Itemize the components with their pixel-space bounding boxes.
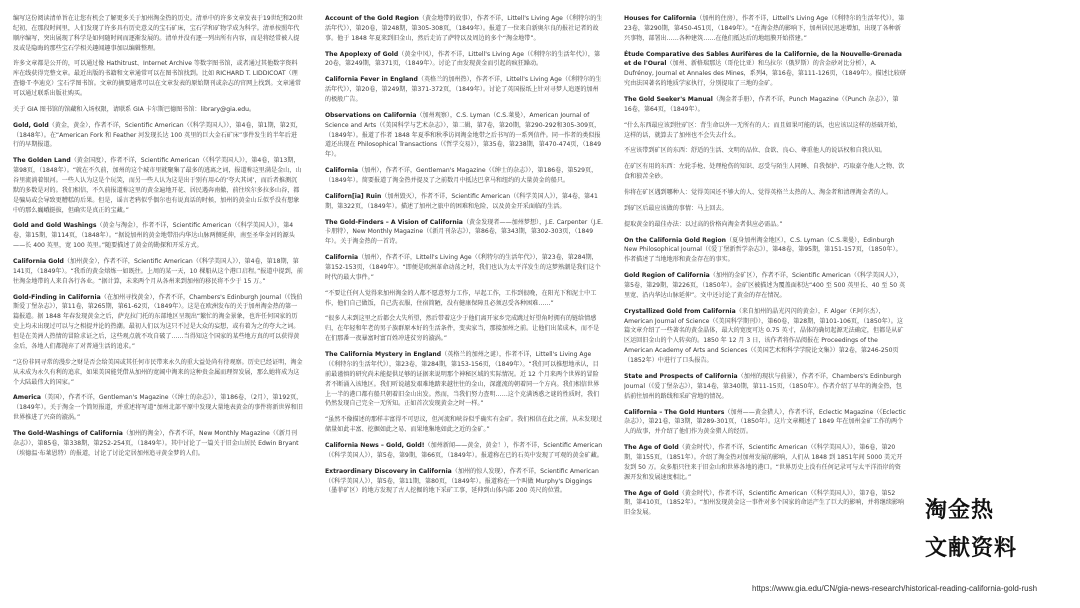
entry-title: California Gold: [13, 258, 64, 266]
reference-entry: [624, 236, 906, 266]
entry-description: （黄金中风），作者不详，Littell's Living Age（《利特尔的生活年代》），第20卷，第249期，第371页，（1849年）。讨论了由发现黄金而引起的疯狂躁动。: [325, 50, 601, 68]
body-paragraph: “什么东西最应该到往矿区：背生命以外一无所有的人；而且如果可能的话，也应该以这样的基础开始，这样的话，就算去了加州也不会失去什么。: [624, 121, 902, 139]
reference-entry: [325, 111, 603, 160]
entry-title: Houses for California: [624, 15, 697, 22]
reference-entry: [624, 50, 906, 89]
entry-description: （加州——黄金猎人），作者不详，Eclectic Magazine（《Eclectic 杂志》），第21卷，第3期，第289-301页，（1850年）。这片文章概述了 1849 年在加州金矿工作的两个人的故事，并介绍了他们作为黄金猎人的经历。: [624, 408, 906, 436]
side-title-line-1: 淘金热: [925, 497, 995, 523]
entry-description: （加州的惊人发现），作者不详，Scientific American（《科学美国人》），第5卷，第11期，第80页，（1849年）。报道称在一个叫做 Murphy's Diggings（墨菲矿区）的地方发现了古人挖掘的地下采矿工事，延伸到山体内部 200 英尺的位置。: [325, 467, 599, 495]
entry-description: （英格兰的加州之谜），作者不详，Littell's Living Age（《利特尔的生活年代》），第23卷，第284期，第153-156页，（1849年）。“我们可以推想地承认，目前最谨慎的研究尚未能提供足够的证据来说明那个神秘区域的实际情况。近 12 个月来两个世界的冒险者不断涌入该地区。我们听说越发艰难地踏来越往往的金山，深灌流的朝着同一个方向。我们相信世界上一半的港口都有船只朝着旧金山出发。然而，当我们努力查明……这个克满诱惑之谜的性质时，我们仍然发现自己完全一无所知。正如首次发现黄金之时一样。”: [325, 351, 600, 408]
entry-title: The Gold Seeker's Manual: [624, 96, 713, 104]
reference-entry: [325, 218, 603, 248]
reference-entry: [13, 156, 303, 215]
entry-title: The Apoplexy of Gold: [325, 50, 399, 58]
reference-entry: [325, 441, 603, 461]
entry-description: （加州的淘金），作者不详，New Monthly Magazine（《新月刊杂志》），第85卷，第338期，第252-254页，（1849年）。其中讨论了一篇关于旧金山居民 Edwin Bryant（埃德温·布莱恩特）的报道，讨论了讨论定居加州追寻黄金梦的人们。: [13, 429, 299, 457]
column-middle: [325, 14, 603, 604]
body-paragraph: “虽然不像描述的那样丰富得不可思议，但河流和峡谷似乎确实有金矿。我们相信在此之前，从未发现过储量如此丰富、挖掘如此之易、而果地集地如此之近的金矿。”: [325, 416, 603, 434]
entry-title: Gold, Gold: [13, 121, 49, 129]
body-paragraph: 提取黄金的最佳办法：以过高的价格向淘金者供应必需品。”: [624, 220, 783, 228]
entry-description: （加州的现状与前景），作者不详，Chambers's Edinburgh Journal（《爱丁堡杂志》），第14卷，第340期，第11-15页，（1850年）。作者介绍了早年的淘金热，包括前往加州的路线和采矿营地的情况。: [624, 372, 902, 400]
reference-entry: [624, 95, 906, 115]
side-title: [925, 491, 1017, 567]
entry-description: （黄金时代），作者不详，Scientific American（《科学美国人》），第7卷，第52期，第410页，（1852年）。“加州发现黄金这一事件对多个国家的命运产生了巨大的影响，并将继续影响旧金发展。: [624, 489, 905, 517]
entry-title: California: [325, 254, 359, 262]
entry-description: （加州），作者不详，Gentleman's Magazine（《绅士的杂志》），第186卷，第529页，（1849年）。简要报道了淘金热并提及了之前数月中抵达巴拿马和纽约的大量黄金的船只。: [325, 167, 598, 185]
entry-description: （黄金地带的故事），作者不详，Littell's Living Age（《利特尔的生活年代》），第20卷，第248期，第305-308页，（1849年）。报道了一位来自新奥尔良的报社记者的故事。他于 1848 年夏来到旧金山，然后走访了萨特以及周边的多个“淘金地带”。: [325, 15, 603, 42]
entry-title: Crystallized Gold from California: [624, 307, 736, 315]
reference-entry: [624, 443, 906, 482]
body-paragraph: “很多人未到这里之后都会大失所望，然后带着这少于他们离开家乡完成跳过好望角时拥有的链给情感归，在年轻和年老的男子族群原本好的生活条件，变卖家当，那接加州之前。让他们出菜成本，而不是在们那番一夜暴富时富百姓冲进贫穷的漩涡。”: [325, 315, 600, 343]
reference-entry: [13, 429, 303, 459]
entry-title: California Fever in England: [325, 76, 418, 84]
entry-description: （加州的住房），作者不详，Littell's Living Age（《利特尔的生活年代》），第23卷，第290期，第450-451页，（1849年）。“在淘金热的影响下，加州居民迅速增加，出现了各种新兴事物，部署出……各种建筑……在他们抵达后的地组膜开始搭建。”: [624, 15, 905, 42]
entry-title: The Golden Land: [13, 157, 71, 165]
entry-title: Gold Region of California: [624, 272, 710, 280]
body-paragraph: 编写这份阅读清单旨在让您有机会了解更多关于加州淘金热的历史。清单中的许多文章发表于19世纪和20世纪初，在那段时间里，人们发现了许多具有历史意义的宝石矿床，宝石学和矿物学成为科学。清单按照年代顺序编写，突出展现了科学是如何随时间而逐渐发展的。清单并没有逐一列出所有内容，而是将经常被人提及或是隐晦的那些宝石学相关趣闻趣事加以编辑整理。: [13, 15, 303, 52]
entry-title: On the California Gold Region: [624, 236, 726, 244]
entry-description: （黄金国度），作者不详，Scientific American（《科学美国人》），第4卷，第13期，第98页，（1848年）。“就在不久前，加州的这个城市里就聚集了最多的逃离之词，报道称这里满是金山，山谷里流淌着银河。一些人认为这是个玩笑，而另一些人认为这是出于别有用心的‘夸大其词’，而后者推测沉默的多数是对的。我们相信，不久前报道称这里的黄金遍地开花、居民遇奔南撤，前往埃尔多拉多山谷，都是骗局或会导致更糟糕的后果。但是，谣言老鸦似乎偶尔也有说真话的时候，加州的黄金山丘似乎没有想象中的那么巍峨挺拔，但确实是真正的宝藏。”: [13, 157, 302, 214]
entry-title: Observations on California: [325, 111, 417, 119]
entry-description: （淘金者手册），作者不详，Punch Magazine（《Punch 杂志》），第16卷，第64页，（1849年）。: [624, 96, 899, 113]
reference-entry: [13, 393, 303, 423]
body-paragraph: 在矿区有用的东西：左轮手枪、处理枪伤的知识、忍受与陌生人同睡、自我保护、巧取豪夺他人之物、饮食和狼苦全砂。: [624, 163, 905, 181]
reference-entry: [624, 14, 906, 44]
entry-title: Gold and Gold Washings: [13, 222, 97, 230]
entry-title: The California Mystery in England: [325, 351, 442, 359]
entry-description: （加州观察），C.S. Lyman（C.S.莱曼），American Journal of Science and Arts（《美国科学与艺术杂志》），第二辑，第7卷，第20期，第290-292和305-309页，（1849年）。报道了作者 1848 年夏季和秋季访问淘金地带之后书写的一系列信件。同一作者的类似报道还出现在 Philosophical Transactions（《哲学交易》），第35卷，第238期，第470-474页，（1849年）。: [325, 111, 602, 159]
entry-description: （加州、新格瑞那达（哥伦比亚）和乌拉尔（俄罗斯）的含金砂对比分析），A. Dufrénoy, Journal et Annales des Mines，系列4，第16卷，第111-126页，（1849年）。描述比较研究由法国著名的地质学家执行，分别提取了三地的金矿。: [624, 60, 906, 88]
reference-entry: [13, 293, 303, 352]
entry-title: Étude Comparative des Sables Aurifères de la Californie, de la Nouvelle-Grenada et de l'Oural: [624, 50, 902, 68]
reference-entry: [624, 271, 906, 301]
entry-title: California – The Gold Hunters: [624, 408, 725, 416]
reference-entry: [13, 257, 303, 287]
entry-description: （加州的金矿区），作者不详，Scientific American（《科学美国人》），第5卷，第29期，第226页，（1850年）。金矿区被描述为覆盖面积达“400 至 500 英里长、40 至 50 英里宽、沿内华达山脉延伸”。文中还讨论了黄金的存在情况。: [624, 272, 906, 299]
side-title-line-2: 文献资料: [925, 535, 1018, 561]
reference-entry: [624, 489, 906, 519]
column-right: [624, 14, 906, 574]
entry-description: （加州新闻——黄金，黄金！），作者不详，Scientific American（《科学美国人》），第5卷，第9期，第66页，（1849年）。报道称在已的石英中发现了可观的黄金矿藏。: [325, 441, 603, 459]
body-paragraph: 不应该带到矿区的东西：舒适的生活、文明的品位、食欲、良心、尊重他人的说话权和自我认知。: [624, 147, 887, 155]
reference-entry: [13, 221, 303, 251]
entry-title: Californ[ia] Ruin: [325, 192, 382, 200]
entry-description: （加州黄金），作者不详，Scientific American（《科学美国人》），第4卷，第18期，第141页，（1849年）。“我币的黄金熔炼一如既往。上周的某一天，10 棵船从这个港口启程。”报道中提到，前往淘金地带的人来自各行各业。“据计算，未来两个月从各州来到加州的移民将不少于 15 万。”: [13, 258, 303, 285]
body-paragraph: “这份非同寻常的漫步之财是否会给美国或其任何市民带来永久的重大益处尚有待观察。历史已经证明，淘金从未成为永久有利的追求，如果美国能凭借从加州的宽阔中淘来的这种贵金属而理智发展，那么她将成为这个大陆最伟大的国家。”: [13, 358, 303, 386]
entry-title: California: [325, 167, 359, 175]
entry-description: （来自加州的晶光闪闪的黄金），F. Alger（F.阿尔杰），American Journal of Science（《美国科学期刊》），第60卷，第28期，第101-106页，（1850年）。这篇文章介绍了一些著名的黄金晶体，最大的宽度可达 0.75 英寸，晶体的确切起源无法确定，但都是从矿区运回旧金山的个人转卖的。1850 年 12 月 3 日，该作者将作品阅报在 Proceedings of the American Academy of Arts and Sciences（《美国艺术和科学学院论文集》）第2卷，第246-250页（1852年）中进行了口头报告。: [624, 307, 904, 365]
reference-entry: [325, 192, 603, 212]
reference-entry: [624, 307, 906, 366]
body-paragraph: 关于 GIA 图书馆的馆藏和入场权限，请联系 GIA 卡尔斯巴德图书馆：library@gia.edu。: [13, 105, 256, 113]
entry-title: America: [13, 394, 42, 402]
entry-description: （夏身加州淘金地区），C.S. Lyman（C.S.莱曼），Edinburgh New Philosophical Journal（《爱丁堡新哲学杂志》），第48卷，第95期，第151-157页，（1850年）。作者描述了当地地形和黄金存在的事实。: [624, 236, 902, 264]
entry-title: Account of the Gold Region: [325, 15, 419, 22]
entry-title: The Age of Gold: [624, 489, 679, 497]
entry-title: Extraordinary Discovery in California: [325, 467, 452, 475]
entry-description: （黄金，黄金），作者不详，Scientific American（《科学美国人》），第4卷，第1期，第2页，（1848年）。在“American Fork 和 Feather 河发现长达 100 英里的巨大金石矿床”事件发生的半年后进行的早期报道。: [13, 121, 302, 149]
reference-entry: [325, 350, 603, 409]
body-paragraph: “不要让任何人觉得来加州淘金的人都不愿意努力工作，早起工作，工作到很晚，在阳光下和泥土中工作，他们自己做饭，自己洗衣服，住宿简陋，没有健康保障且必须忍受各种困难……”: [325, 289, 597, 307]
entry-description: （黄金时代），作者不详，Scientific American（《科学美国人》），第6卷，第20期，第155页，（1851年）。介绍了淘金热对加州发展的影响，人们从 1848 到 1851年间 5000 美元开发到 50 万。众多船只往来于旧金山和世界各地的港口。“世界历史上没有任何记录可与太平洋沿岸的资源开发和发展速度相比。”: [624, 444, 903, 481]
column-left: [13, 14, 303, 598]
entry-description: （英格兰的加州热），作者不详，Littell's Living Age（《利特尔的生活年代》），第20卷，第249期，第371-372页，（1849年）。讨论了英国报纸上针对寻梦人追逐的加州的极般广告。: [325, 76, 602, 104]
entry-title: The Gold-Finders – A Vision of California: [325, 218, 463, 226]
entry-title: California News – Gold, Gold!: [325, 441, 425, 449]
entry-title: The Age of Gold: [624, 444, 679, 452]
reference-entry: [325, 467, 603, 497]
entry-description: （加州毁灭），作者不详，Scientific American（《科学美国人》），第4卷，第41期，第322页，（1849年）。描述了加州之旅中的困难和危险，以及黄金开采面临的生活。: [325, 192, 598, 210]
reference-entry: [325, 253, 603, 283]
entry-title: Gold-Finding in California: [13, 293, 101, 301]
entry-description: （在加州寻找黄金），作者不详，Chambers's Edinburgh Journal（《钱伯斯爱丁堡杂志》），第11卷，第265期，第61-62页，（1849年）。这是在欧洲发布的关于加州淘金热的第一篇报道。据 1848 年春发现黄金之后，萨克拉门托的东部地区呈现出“繁忙的淘金景象，也许任何国家的历史上均未出现过可以与之相提并论的热潮。最初人们以为这只不过是大众的妄想，或有着为之的夸大之词。但是在美洲人热情的冒险求证之后，这些观点就不攻自破了……当得知这个国家的某些地方真的可以获得黄金后，各地人们都抛弃了对普通生活的追求。”: [13, 293, 303, 350]
reference-entry: [325, 166, 603, 186]
reference-entry: [624, 408, 906, 438]
reference-entry: [325, 14, 603, 44]
reference-entry: [325, 75, 603, 105]
entry-description: （加州），作者不详，Littell's Living Age（《利特尔的生活年代》），第23卷，第284期，第152-153页，（1849年）。“即便是欧洲革命动荡之时，我们也认为太平洋发生的这梦熟潮是我们这个时代的最大事件。”: [325, 254, 601, 281]
entry-description: （黄金发现者——加州梦想），J.E. Carpenter（J.E.卡朋特），New Monthly Magazine（《新月刊杂志》），第86卷，第343期，第302-303页，（1849年）。关于淘金热的一首诗。: [325, 218, 603, 246]
entry-title: State and Prospects of California: [624, 372, 738, 380]
entry-description: （黄金与淘金），作者不详，Scientific American（《科学美国人》），第4卷，第15期，第114页，（1848年）。“据说加州的黄金地带沿内华达山脉两侧延伸，南至圣华金河的源头——长 400 英里，宽 100 英里。”随要描述了黄金的勘探和开采方式。: [13, 222, 295, 250]
body-paragraph: 你将在矿区遇到哪种人：觉得美国还不够大的人、觉得英格兰太热的人、淘金者和清理淘金者的人。: [624, 189, 893, 197]
source-url: https://www.gia.edu/CN/gia-news-research/historical-reading-california-gold-rush: [752, 584, 1038, 593]
body-paragraph: 到矿区后最应该做的事情：马上回去。: [624, 204, 728, 212]
entry-title: The Gold-Washings of California: [13, 429, 123, 437]
reference-entry: [325, 50, 603, 70]
entry-description: （美国），作者不详，Gentleman's Magazine（《绅士的杂志》），第186卷，（2月），第192页，（1849年）。关于淘金一个简短报道，并重述将写道“加州北部平原中发现大量地表黄金的事件将新世界和旧世界推进了兴奋的漩涡。”: [13, 394, 303, 422]
body-paragraph: 许多文章都是公开的，可以通过像 Hathitrust、Internet Archive 等数字图书馆，或者通过其他数字资料库在线获得完整文章。最近出版的书籍和文章通常可以在图书馆找到。比如 RICHARD T. LIDDICOAT（理查德·T·李迪克）宝石学图书馆。文章的摘要通常可以在文章发表的原始期刊或杂志的官网上找到。文章通常可以通过联系出版社购买。: [13, 60, 301, 98]
reference-entry: [13, 121, 303, 151]
reference-entry: [624, 372, 906, 402]
